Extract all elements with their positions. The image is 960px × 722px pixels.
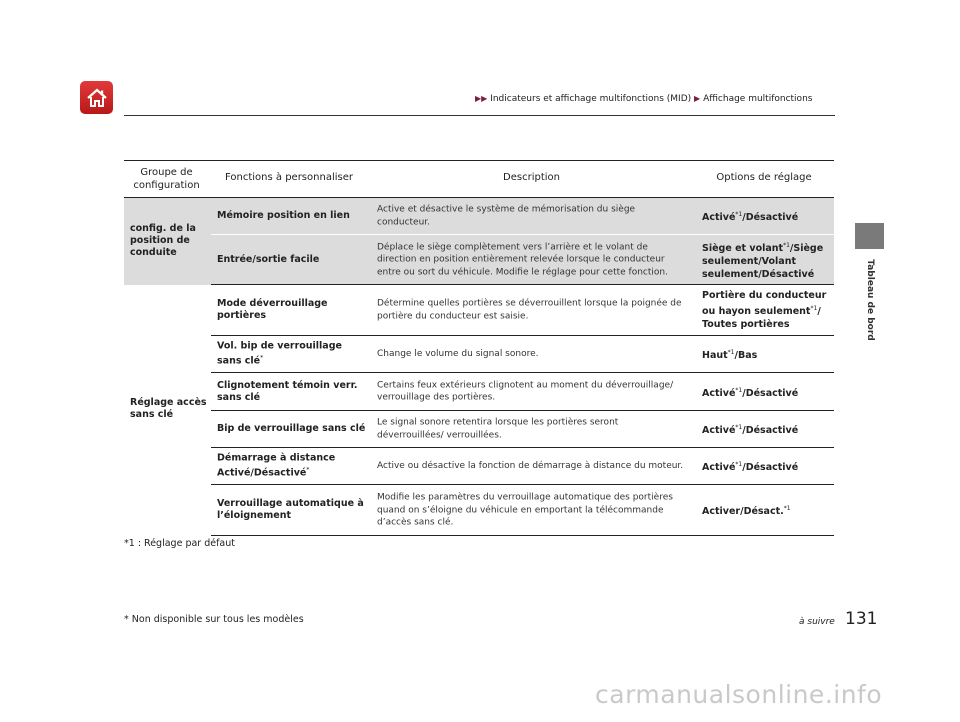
section-label: Tableau de bord bbox=[865, 259, 875, 341]
feature-name: Verrouillage automatique à l’éloignement bbox=[217, 498, 364, 521]
feature-name: Bip de verrouillage sans clé bbox=[217, 423, 366, 434]
feature-options: Portière du conducteur ou hayon seulement$^{*1}$/ Toutes portières bbox=[702, 289, 827, 331]
table-row bbox=[211, 285, 834, 336]
availability-note: * Non disponible sur tous les modèles bbox=[124, 614, 304, 625]
continued-label: à suivre bbox=[799, 617, 835, 627]
header-description: Description bbox=[503, 172, 560, 183]
table-row bbox=[211, 448, 834, 485]
breadcrumb-arrow-icon: ▶▶ bbox=[475, 94, 488, 103]
group-keyless-access bbox=[124, 285, 834, 536]
breadcrumb bbox=[475, 94, 812, 104]
feature-options: Haut$^{*1}$/Bas bbox=[702, 348, 758, 362]
breadcrumb-link-mid[interactable]: Indicateurs et affichage multifonctions (MID) bbox=[490, 94, 692, 104]
table-row bbox=[211, 485, 834, 536]
feature-options: Activer/Désact.$^{*1}$ bbox=[702, 504, 791, 518]
table-row bbox=[211, 235, 834, 285]
feature-name: Vol. bip de verrouillage sans clé* bbox=[217, 340, 342, 367]
home-icon bbox=[85, 87, 109, 109]
feature-description: Déplace le siège complètement vers l’arrière et le volant de direction en position entièrement relevée lorsque le conducteur entre ou sort du véhicule. Modifie le réglage pour cette fonction. bbox=[377, 241, 668, 277]
breadcrumb-current: Affichage multifonctions bbox=[703, 94, 813, 104]
table-row bbox=[211, 411, 834, 448]
table-header bbox=[124, 160, 834, 198]
feature-description: Active ou désactive la fonction de démarrage à distance du moteur. bbox=[377, 460, 684, 471]
group-driving-position bbox=[124, 198, 834, 285]
header-group: Groupe de configuration bbox=[133, 167, 200, 191]
feature-options: Activé$^{*1}$/Désactivé bbox=[702, 210, 799, 224]
feature-description: Certains feux extérieurs clignotent au moment du déverrouillage/ verrouillage des portières. bbox=[377, 380, 674, 403]
table-row bbox=[211, 373, 834, 411]
feature-name: Démarrage à distance Activé/Désactivé* bbox=[217, 452, 336, 479]
feature-description: Active et désactive le système de mémorisation du siège conducteur. bbox=[377, 204, 636, 227]
page-number: 131 bbox=[845, 609, 878, 629]
feature-name: Mode déverrouillage portières bbox=[217, 298, 328, 321]
feature-description: Détermine quelles portières se déverrouillent lorsque la poignée de portière du conducteur est saisie. bbox=[377, 298, 682, 321]
breadcrumb-arrow-icon: ▶ bbox=[694, 94, 701, 103]
feature-options: Activé$^{*1}$/Désactivé bbox=[702, 386, 799, 399]
footnote-default: *1 : Réglage par défaut bbox=[124, 538, 236, 549]
feature-description: Le signal sonore retentira lorsque les portières seront déverrouillées/ verrouillées. bbox=[377, 417, 619, 440]
feature-options: Siège et volant$^{*1}$/Siège seulement/Volant seulement/Désactivé bbox=[702, 241, 824, 280]
settings-table bbox=[124, 160, 834, 536]
home-button[interactable] bbox=[80, 81, 113, 114]
group-label: config. de la position de conduite bbox=[130, 223, 196, 258]
header-rule bbox=[124, 115, 835, 116]
section-tab[interactable] bbox=[855, 223, 884, 249]
feature-options: Activé$^{*1}$/Désactivé bbox=[702, 423, 799, 437]
watermark: carmanualsonline.info bbox=[595, 680, 883, 709]
feature-name: Clignotement témoin verr. sans clé bbox=[217, 379, 358, 403]
header-options: Options de réglage bbox=[716, 172, 812, 183]
feature-options: Activé$^{*1}$/Désactivé bbox=[702, 460, 799, 474]
feature-name: Mémoire position en lien bbox=[217, 210, 350, 221]
feature-description: Change le volume du signal sonore. bbox=[377, 348, 539, 359]
table-row bbox=[211, 198, 834, 235]
group-label: Réglage accès sans clé bbox=[130, 397, 207, 420]
table-row bbox=[211, 336, 834, 373]
header-functions: Fonctions à personnaliser bbox=[225, 172, 353, 183]
feature-name: Entrée/sortie facile bbox=[217, 253, 320, 265]
feature-description: Modifie les paramètres du verrouillage automatique des portières quand on s’éloigne du véhicule en emportant la télécommande d’accès sans clé. bbox=[377, 492, 673, 528]
